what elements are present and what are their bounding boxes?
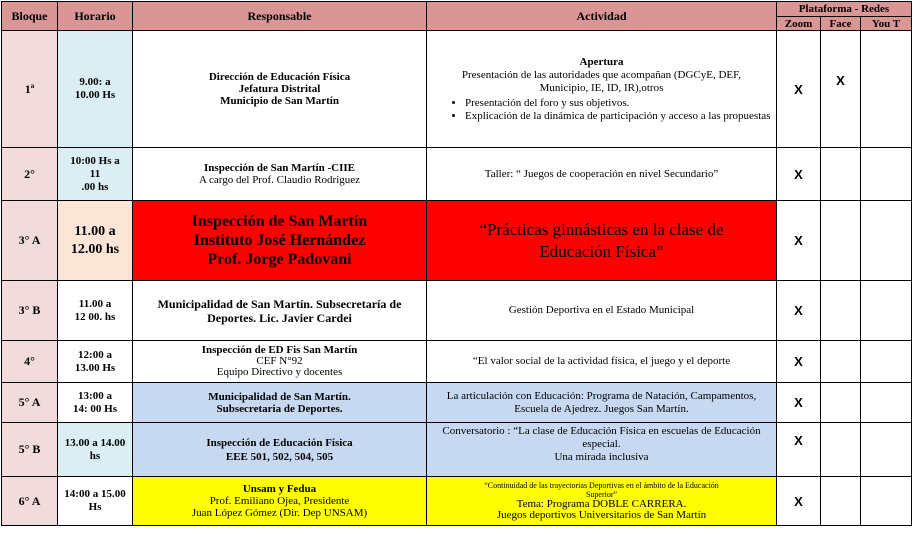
yout-mark — [861, 148, 912, 201]
actividad-cell: “El valor social de la actividad física, el juego y el deporte — [427, 341, 777, 383]
responsable-line: Prof. Jorge Padovani — [207, 251, 352, 268]
horario-line: 10:00 Hs a — [70, 154, 120, 167]
actividad-line: La articulación con Educación: Programa de Natación, Campamentos, — [446, 389, 757, 402]
zoom-mark: X — [777, 477, 821, 526]
actividad-cell — [427, 201, 777, 281]
bloque-cell: 5° A — [2, 383, 58, 423]
yout-mark — [861, 423, 912, 477]
responsable-line: Prof. Emiliano Ojea, Presidente — [209, 495, 350, 507]
yout-mark — [861, 201, 912, 281]
horario-line: 11.00 a — [74, 223, 116, 239]
header-yout: You T — [861, 17, 912, 31]
responsable-line: Jefatura Distrital — [238, 83, 321, 95]
bullet-item: • Explicación de la dinámica de participación y acceso a las propuestas — [465, 110, 776, 123]
zoom-mark: X — [777, 31, 821, 148]
table-row — [2, 341, 912, 383]
responsable-cell — [133, 281, 427, 341]
responsable-line: Subsecretaria de Deportes. — [216, 402, 343, 415]
horario-line: 12 00. hs — [74, 310, 116, 323]
zoom-mark: X — [777, 341, 821, 383]
actividad-cell: Taller: “ Juegos de cooperación en nivel Secundario” — [427, 148, 777, 201]
responsable-line: Deportes. Lic. Javier Cardei — [207, 310, 352, 325]
actividad-line: Tema: Programa DOBLE CARRERA. — [516, 498, 687, 510]
horario-line: 11.00 a — [78, 297, 112, 310]
header-responsable: Responsable — [133, 2, 427, 31]
responsable-line: EEE 501, 502, 504, 505 — [225, 450, 334, 463]
header-zoom: Zoom — [777, 17, 821, 31]
actividad-cell — [427, 423, 777, 477]
bloque-cell: 1ª — [2, 31, 58, 148]
responsable-line: Inspección de ED Fis San Martín — [201, 344, 358, 356]
responsable-cell — [133, 148, 427, 201]
responsable-line: A cargo del Prof. Claudio Rodriguez — [198, 174, 361, 186]
actividad-line: Juegos deportivos Universitarios de San Martín — [496, 509, 707, 521]
horario-line: .00 hs — [81, 180, 109, 193]
responsable-title: Unsam y Fedua — [242, 483, 317, 495]
bloque-cell: 5° B — [2, 423, 58, 477]
horario-line: 11 — [89, 167, 101, 180]
horario-cell — [58, 423, 133, 477]
table-row — [2, 477, 912, 526]
horario-line: 13:00 a — [78, 389, 112, 402]
actividad-line: Escuela de Ajedrez. Juegos San Martín. — [514, 402, 689, 415]
table-row — [2, 383, 912, 423]
actividad-line: Superior” — [585, 490, 618, 499]
horario-cell — [58, 31, 133, 148]
horario-line: Hs — [88, 501, 102, 513]
bullet-item: • Presentación del foro y sus objetivos. — [465, 97, 776, 110]
zoom-mark: X — [777, 281, 821, 341]
actividad-title: Apertura — [579, 55, 624, 68]
responsable-line: Instituto José Hernández — [193, 232, 366, 249]
responsable-line: Inspección de San Martín -CIIE — [204, 162, 355, 174]
responsable-line: Municipalidad de San Martín. — [208, 390, 351, 403]
header-plataforma: Plataforma - Redes — [777, 2, 912, 17]
horario-cell — [58, 341, 133, 383]
actividad-line: Educación Física” — [539, 241, 664, 261]
actividad-cell: Gestión Deportiva en el Estado Municipal — [427, 281, 777, 341]
responsable-line: Inspección de San Martín — [191, 213, 368, 230]
bloque-cell: 2° — [2, 148, 58, 201]
table-row — [2, 201, 912, 281]
horario-line: 12:00 a — [78, 348, 112, 361]
zoom-mark: X — [777, 148, 821, 201]
actividad-line: Presentación de las autoridades que acompañan (DGCyE, DEF, — [461, 68, 742, 81]
table-row — [2, 148, 912, 201]
table-row — [2, 31, 912, 148]
actividad-line: especial. — [582, 438, 621, 450]
yout-mark — [861, 477, 912, 526]
responsable-line: CEF N°92 — [256, 355, 303, 367]
horario-line: 9.00: a — [79, 76, 111, 88]
horario-line: 14: 00 Hs — [73, 402, 117, 415]
face-mark — [821, 341, 861, 383]
actividad-cell — [427, 31, 777, 148]
yout-mark — [861, 341, 912, 383]
bloque-cell: 3° A — [2, 201, 58, 281]
actividad-cell — [427, 383, 777, 423]
responsable-cell — [133, 31, 427, 148]
responsable-cell — [133, 423, 427, 477]
header-actividad: Actividad — [427, 2, 777, 31]
responsable-line: Juan López Gómez (Dir. Dep UNSAM) — [191, 507, 368, 519]
yout-mark — [861, 31, 912, 148]
responsable-cell — [133, 383, 427, 423]
actividad-line: “Prácticas ginnásticas en la clase de — [479, 219, 724, 239]
header-horario: Horario — [58, 2, 133, 31]
face-mark — [821, 477, 861, 526]
face-mark — [821, 383, 861, 423]
horario-line: 13.00 Hs — [74, 361, 116, 374]
actividad-line: Municipio, IE, ID, IR),otros — [539, 81, 664, 94]
zoom-mark: X — [777, 383, 821, 423]
horario-line: 13.00 a 14.00 — [64, 436, 126, 449]
bloque-cell: 3° B — [2, 281, 58, 341]
responsable-line: Dirección de Educación Física — [208, 71, 351, 83]
horario-cell — [58, 383, 133, 423]
yout-mark — [861, 383, 912, 423]
face-mark — [821, 423, 861, 477]
face-mark — [821, 148, 861, 201]
zoom-mark: X — [777, 423, 821, 477]
horario-line: 14:00 a 15.00 — [64, 488, 126, 500]
horario-cell — [58, 148, 133, 201]
horario-line: 12.00 hs — [70, 241, 120, 257]
actividad-cell — [427, 477, 777, 526]
face-mark: X — [821, 31, 861, 148]
table-row — [2, 423, 912, 477]
horario-line: hs — [89, 449, 101, 462]
responsable-line: Inspección de Educación Física — [206, 436, 353, 449]
actividad-line: Conversatorio : “La clase de Educación Física en escuelas de Educación — [442, 425, 761, 437]
actividad-line: “Continuidad de las trayectorias Deportivas en el ámbito de la Educación — [484, 481, 719, 490]
actividad-line: Una mirada inclusiva — [554, 451, 649, 463]
horario-line: 10.00 Hs — [74, 89, 116, 101]
schedule-table — [1, 1, 912, 526]
responsable-cell — [133, 477, 427, 526]
horario-cell — [58, 201, 133, 281]
responsable-line: Municipio de San Martín — [220, 95, 339, 107]
zoom-mark: X — [777, 201, 821, 281]
face-mark — [821, 201, 861, 281]
responsable-cell — [133, 201, 427, 281]
horario-cell — [58, 281, 133, 341]
responsable-cell — [133, 341, 427, 383]
responsable-line: Municipalidad de San Martín. Subsecretaría de — [157, 296, 402, 311]
horario-cell — [58, 477, 133, 526]
responsable-line: Equipo Directivo y docentes — [216, 366, 343, 378]
header-face: Face — [821, 17, 861, 31]
table-row — [2, 281, 912, 341]
face-mark — [821, 281, 861, 341]
bloque-cell: 6° A — [2, 477, 58, 526]
yout-mark — [861, 281, 912, 341]
actividad-bullets — [427, 97, 776, 123]
header-bloque: Bloque — [2, 2, 58, 31]
bloque-cell: 4° — [2, 341, 58, 383]
